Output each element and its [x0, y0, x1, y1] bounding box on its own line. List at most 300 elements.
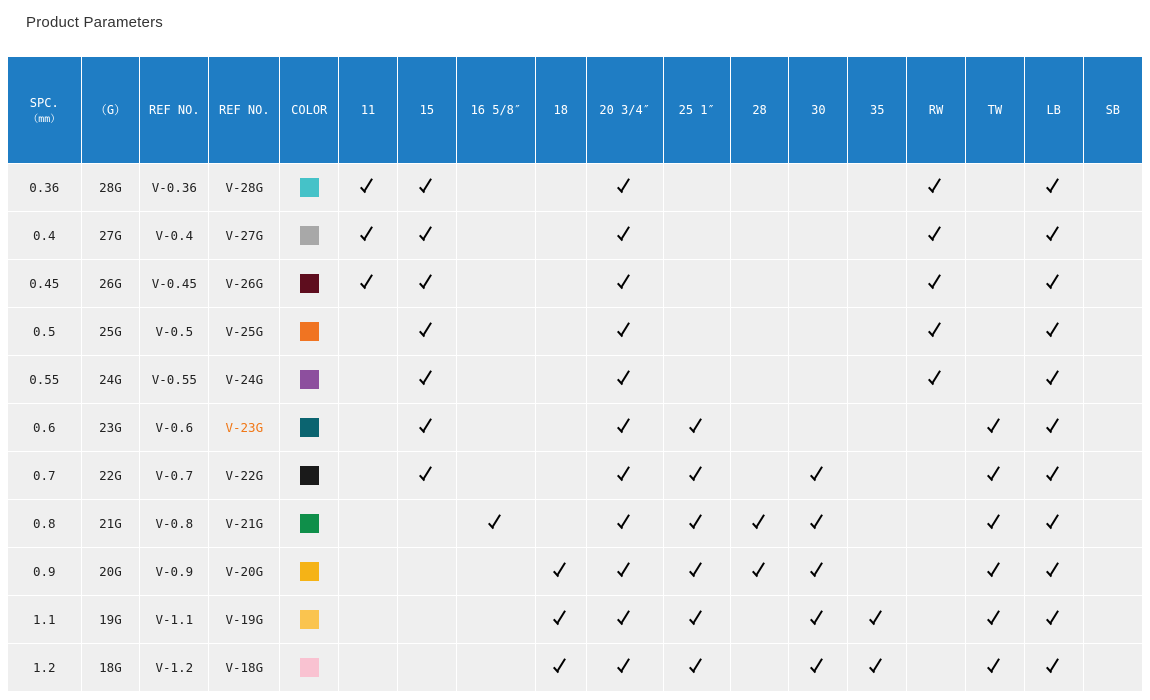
checkmark-icon: [925, 175, 947, 197]
cell-mark: [848, 644, 907, 692]
cell-mark: [456, 404, 535, 452]
cell-mark: [1024, 308, 1083, 356]
cell-mark: [456, 500, 535, 548]
cell-mark: [848, 596, 907, 644]
color-swatch: [300, 178, 319, 197]
cell-mark: [663, 500, 730, 548]
checkmark-icon: [416, 415, 438, 437]
cell-gauge: 25G: [81, 308, 140, 356]
column-header-ref-no: [209, 57, 280, 164]
checkmark-icon: [686, 511, 708, 533]
cell-mark: [535, 644, 586, 692]
checkmark-icon: [807, 655, 829, 677]
product-parameters-table-wrapper: [8, 57, 1142, 691]
column-header-28: [730, 57, 789, 164]
cell-mark: [848, 308, 907, 356]
column-header-label: LB: [1046, 103, 1061, 117]
cell-mark: [663, 548, 730, 596]
cell-mark: [1083, 500, 1142, 548]
cell-mark: [907, 596, 966, 644]
cell-mark: [848, 212, 907, 260]
checkmark-icon: [1043, 607, 1065, 629]
checkmark-icon: [686, 607, 708, 629]
cell-ref-no-2: V-27G: [209, 212, 280, 260]
cell-mark: [535, 308, 586, 356]
column-header-label: 16 5/8″: [470, 103, 522, 117]
cell-mark: [663, 644, 730, 692]
cell-ref-no-2: V-28G: [209, 164, 280, 212]
cell-gauge: 26G: [81, 260, 140, 308]
cell-color: [280, 404, 339, 452]
cell-mark: [397, 596, 456, 644]
column-header-25-1: [663, 57, 730, 164]
cell-ref-no-2: V-22G: [209, 452, 280, 500]
cell-ref-no-1: V-0.9: [140, 548, 209, 596]
cell-mark: [586, 596, 663, 644]
column-header-ref-no: [140, 57, 209, 164]
checkmark-icon: [925, 271, 947, 293]
cell-mark: [1024, 356, 1083, 404]
column-header-label: 18: [553, 103, 568, 117]
color-swatch: [300, 562, 319, 581]
checkmark-icon: [614, 463, 636, 485]
cell-ref-no-2: V-26G: [209, 260, 280, 308]
checkmark-icon: [984, 511, 1006, 533]
column-header-label: 28: [752, 103, 767, 117]
cell-mark: [339, 452, 398, 500]
cell-mark: [535, 548, 586, 596]
cell-mark: [789, 548, 848, 596]
cell-mark: [907, 644, 966, 692]
cell-mark: [730, 356, 789, 404]
column-header-rw: [907, 57, 966, 164]
color-swatch: [300, 322, 319, 341]
cell-mark: [848, 452, 907, 500]
cell-spc: 0.6: [8, 404, 81, 452]
cell-color: [280, 308, 339, 356]
checkmark-icon: [866, 607, 888, 629]
table-row: [8, 164, 1142, 212]
cell-mark: [730, 404, 789, 452]
cell-mark: [965, 596, 1024, 644]
table-row: [8, 212, 1142, 260]
cell-ref-no-2: V-23G: [209, 404, 280, 452]
cell-mark: [965, 500, 1024, 548]
cell-ref-no-1: V-0.36: [140, 164, 209, 212]
cell-spc: 0.55: [8, 356, 81, 404]
checkmark-icon: [614, 319, 636, 341]
checkmark-icon: [925, 223, 947, 245]
cell-mark: [456, 164, 535, 212]
column-header-label: 25 1″: [678, 103, 715, 117]
column-header-label: RW: [928, 103, 944, 117]
cell-mark: [586, 356, 663, 404]
cell-color: [280, 596, 339, 644]
column-header-label: 35: [869, 103, 885, 117]
cell-mark: [1083, 260, 1142, 308]
checkmark-icon: [749, 559, 771, 581]
cell-mark: [397, 452, 456, 500]
cell-mark: [1024, 164, 1083, 212]
checkmark-icon: [614, 175, 636, 197]
cell-mark: [339, 404, 398, 452]
checkmark-icon: [984, 463, 1006, 485]
cell-mark: [730, 596, 789, 644]
checkmark-icon: [550, 559, 572, 581]
checkmark-icon: [550, 655, 572, 677]
checkmark-icon: [416, 463, 438, 485]
checkmark-icon: [416, 367, 438, 389]
cell-mark: [848, 404, 907, 452]
table-row: [8, 500, 1142, 548]
cell-mark: [965, 308, 1024, 356]
color-swatch: [300, 274, 319, 293]
checkmark-icon: [416, 271, 438, 293]
cell-mark: [848, 356, 907, 404]
cell-mark: [965, 356, 1024, 404]
checkmark-icon: [416, 223, 438, 245]
cell-mark: [535, 596, 586, 644]
cell-color: [280, 212, 339, 260]
cell-mark: [789, 260, 848, 308]
cell-mark: [586, 404, 663, 452]
cell-mark: [907, 164, 966, 212]
checkmark-icon: [1043, 511, 1065, 533]
checkmark-icon: [686, 463, 708, 485]
cell-mark: [456, 212, 535, 260]
cell-mark: [1024, 260, 1083, 308]
cell-mark: [730, 164, 789, 212]
cell-spc: 0.9: [8, 548, 81, 596]
cell-gauge: 23G: [81, 404, 140, 452]
cell-mark: [586, 308, 663, 356]
checkmark-icon: [807, 559, 829, 581]
cell-spc: 0.4: [8, 212, 81, 260]
cell-ref-no-2: V-21G: [209, 500, 280, 548]
color-swatch: [300, 514, 319, 533]
cell-mark: [397, 164, 456, 212]
cell-ref-no-1: V-0.6: [140, 404, 209, 452]
cell-gauge: 18G: [81, 644, 140, 692]
checkmark-icon: [550, 607, 572, 629]
checkmark-icon: [984, 607, 1006, 629]
cell-mark: [848, 500, 907, 548]
cell-mark: [965, 452, 1024, 500]
cell-gauge: 27G: [81, 212, 140, 260]
checkmark-icon: [984, 655, 1006, 677]
cell-ref-no-2: V-18G: [209, 644, 280, 692]
cell-gauge: 24G: [81, 356, 140, 404]
cell-ref-no-1: V-0.4: [140, 212, 209, 260]
color-swatch: [300, 658, 319, 677]
checkmark-icon: [807, 463, 829, 485]
cell-mark: [586, 500, 663, 548]
cell-mark: [789, 644, 848, 692]
cell-mark: [339, 500, 398, 548]
cell-mark: [397, 644, 456, 692]
cell-color: [280, 356, 339, 404]
column-header-label: COLOR: [291, 103, 328, 117]
cell-mark: [535, 212, 586, 260]
cell-mark: [1024, 404, 1083, 452]
cell-ref-no-1: V-0.55: [140, 356, 209, 404]
cell-mark: [1024, 500, 1083, 548]
cell-mark: [456, 260, 535, 308]
cell-color: [280, 260, 339, 308]
column-header-label: 11: [360, 103, 376, 117]
column-header-label: REF NO.: [149, 103, 200, 117]
cell-ref-no-1: V-0.45: [140, 260, 209, 308]
cell-mark: [907, 404, 966, 452]
cell-mark: [730, 212, 789, 260]
cell-mark: [789, 356, 848, 404]
cell-mark: [848, 260, 907, 308]
cell-mark: [789, 500, 848, 548]
cell-gauge: 22G: [81, 452, 140, 500]
checkmark-icon: [925, 319, 947, 341]
cell-mark: [339, 260, 398, 308]
column-header-tw: [965, 57, 1024, 164]
cell-mark: [663, 356, 730, 404]
cell-mark: [456, 356, 535, 404]
cell-mark: [907, 260, 966, 308]
cell-gauge: 20G: [81, 548, 140, 596]
cell-gauge: 19G: [81, 596, 140, 644]
color-swatch: [300, 226, 319, 245]
table-row: [8, 404, 1142, 452]
cell-mark: [965, 404, 1024, 452]
cell-mark: [1083, 164, 1142, 212]
checkmark-icon: [1043, 367, 1065, 389]
table-row: [8, 260, 1142, 308]
cell-mark: [586, 260, 663, 308]
cell-mark: [1024, 596, 1083, 644]
cell-mark: [789, 596, 848, 644]
cell-mark: [339, 548, 398, 596]
table-row: [8, 452, 1142, 500]
color-swatch: [300, 370, 319, 389]
cell-mark: [1083, 404, 1142, 452]
cell-mark: [339, 308, 398, 356]
cell-mark: [663, 308, 730, 356]
cell-mark: [456, 596, 535, 644]
cell-mark: [535, 260, 586, 308]
column-header-35: [848, 57, 907, 164]
table-row: [8, 308, 1142, 356]
checkmark-icon: [984, 559, 1006, 581]
cell-mark: [907, 548, 966, 596]
checkmark-icon: [1043, 319, 1065, 341]
column-header-sb: [1083, 57, 1142, 164]
cell-mark: [907, 356, 966, 404]
column-header-g: [81, 57, 140, 164]
cell-mark: [535, 356, 586, 404]
checkmark-icon: [614, 607, 636, 629]
cell-ref-no-1: V-1.2: [140, 644, 209, 692]
column-header-lb: [1024, 57, 1083, 164]
checkmark-icon: [1043, 415, 1065, 437]
checkmark-icon: [1043, 559, 1065, 581]
cell-spc: 1.2: [8, 644, 81, 692]
color-swatch: [300, 418, 319, 437]
checkmark-icon: [614, 511, 636, 533]
checkmark-icon: [1043, 271, 1065, 293]
column-header-label: 15: [419, 103, 435, 117]
cell-gauge: 21G: [81, 500, 140, 548]
table-body: [8, 164, 1142, 692]
table-row: [8, 596, 1142, 644]
cell-spc: 0.8: [8, 500, 81, 548]
cell-mark: [397, 212, 456, 260]
cell-mark: [965, 260, 1024, 308]
cell-mark: [586, 548, 663, 596]
cell-mark: [789, 212, 848, 260]
cell-mark: [789, 308, 848, 356]
cell-mark: [586, 164, 663, 212]
checkmark-icon: [984, 415, 1006, 437]
cell-mark: [535, 164, 586, 212]
cell-ref-no-1: V-1.1: [140, 596, 209, 644]
checkmark-icon: [866, 655, 888, 677]
cell-mark: [397, 260, 456, 308]
checkmark-icon: [686, 559, 708, 581]
cell-mark: [456, 308, 535, 356]
checkmark-icon: [614, 415, 636, 437]
cell-spc: 1.1: [8, 596, 81, 644]
column-header-color: [280, 57, 339, 164]
cell-ref-no-2: V-19G: [209, 596, 280, 644]
column-header-15: [397, 57, 456, 164]
column-header-11: [339, 57, 398, 164]
cell-mark: [663, 212, 730, 260]
cell-color: [280, 548, 339, 596]
checkmark-icon: [1043, 223, 1065, 245]
table-row: [8, 356, 1142, 404]
cell-color: [280, 644, 339, 692]
table-header: [8, 57, 1142, 164]
cell-ref-no-1: V-0.7: [140, 452, 209, 500]
cell-mark: [848, 548, 907, 596]
cell-mark: [1024, 212, 1083, 260]
cell-mark: [965, 212, 1024, 260]
column-header-label: SB: [1105, 103, 1121, 117]
cell-mark: [1024, 452, 1083, 500]
cell-mark: [456, 548, 535, 596]
checkmark-icon: [1043, 463, 1065, 485]
checkmark-icon: [485, 511, 507, 533]
checkmark-icon: [614, 271, 636, 293]
cell-mark: [1083, 452, 1142, 500]
color-swatch: [300, 466, 319, 485]
cell-mark: [789, 452, 848, 500]
cell-gauge: 28G: [81, 164, 140, 212]
cell-mark: [397, 548, 456, 596]
cell-mark: [1083, 212, 1142, 260]
cell-mark: [663, 404, 730, 452]
cell-mark: [397, 356, 456, 404]
cell-color: [280, 164, 339, 212]
cell-mark: [965, 548, 1024, 596]
cell-mark: [397, 308, 456, 356]
checkmark-icon: [1043, 655, 1065, 677]
checkmark-icon: [807, 511, 829, 533]
cell-mark: [965, 164, 1024, 212]
cell-mark: [586, 212, 663, 260]
checkmark-icon: [614, 223, 636, 245]
cell-mark: [663, 260, 730, 308]
cell-spc: 0.36: [8, 164, 81, 212]
table-header-row: [8, 57, 1142, 164]
cell-color: [280, 500, 339, 548]
cell-mark: [789, 164, 848, 212]
cell-spc: 0.45: [8, 260, 81, 308]
cell-mark: [663, 452, 730, 500]
cell-mark: [535, 404, 586, 452]
cell-mark: [456, 452, 535, 500]
cell-ref-no-2: V-24G: [209, 356, 280, 404]
cell-ref-no-2: V-20G: [209, 548, 280, 596]
cell-mark: [965, 644, 1024, 692]
cell-mark: [1083, 548, 1142, 596]
cell-mark: [535, 452, 586, 500]
checkmark-icon: [614, 559, 636, 581]
checkmark-icon: [686, 655, 708, 677]
checkmark-icon: [416, 319, 438, 341]
column-header-18: [535, 57, 586, 164]
column-header-16-5-8: [456, 57, 535, 164]
cell-mark: [586, 452, 663, 500]
cell-ref-no-2: V-25G: [209, 308, 280, 356]
cell-mark: [339, 164, 398, 212]
cell-mark: [535, 500, 586, 548]
checkmark-icon: [925, 367, 947, 389]
cell-mark: [339, 356, 398, 404]
checkmark-icon: [357, 175, 379, 197]
table-row: [8, 644, 1142, 692]
cell-mark: [730, 644, 789, 692]
cell-mark: [907, 212, 966, 260]
cell-mark: [397, 500, 456, 548]
checkmark-icon: [614, 367, 636, 389]
cell-mark: [1083, 596, 1142, 644]
cell-mark: [1024, 548, 1083, 596]
cell-mark: [1083, 356, 1142, 404]
cell-mark: [730, 500, 789, 548]
checkmark-icon: [614, 655, 636, 677]
column-header-label: （G）: [94, 103, 127, 117]
column-header-label: TW: [987, 103, 1003, 117]
cell-mark: [1083, 308, 1142, 356]
color-swatch: [300, 610, 319, 629]
table-row: [8, 548, 1142, 596]
cell-ref-no-1: V-0.5: [140, 308, 209, 356]
cell-mark: [730, 548, 789, 596]
cell-mark: [339, 644, 398, 692]
checkmark-icon: [1043, 175, 1065, 197]
cell-mark: [907, 500, 966, 548]
cell-ref-no-1: V-0.8: [140, 500, 209, 548]
checkmark-icon: [357, 223, 379, 245]
cell-mark: [339, 212, 398, 260]
column-header-label: SPC.: [29, 95, 59, 110]
product-parameters-table: [8, 57, 1142, 691]
cell-mark: [848, 164, 907, 212]
cell-mark: [397, 404, 456, 452]
column-header-30: [789, 57, 848, 164]
cell-mark: [456, 644, 535, 692]
cell-mark: [730, 452, 789, 500]
cell-mark: [730, 308, 789, 356]
